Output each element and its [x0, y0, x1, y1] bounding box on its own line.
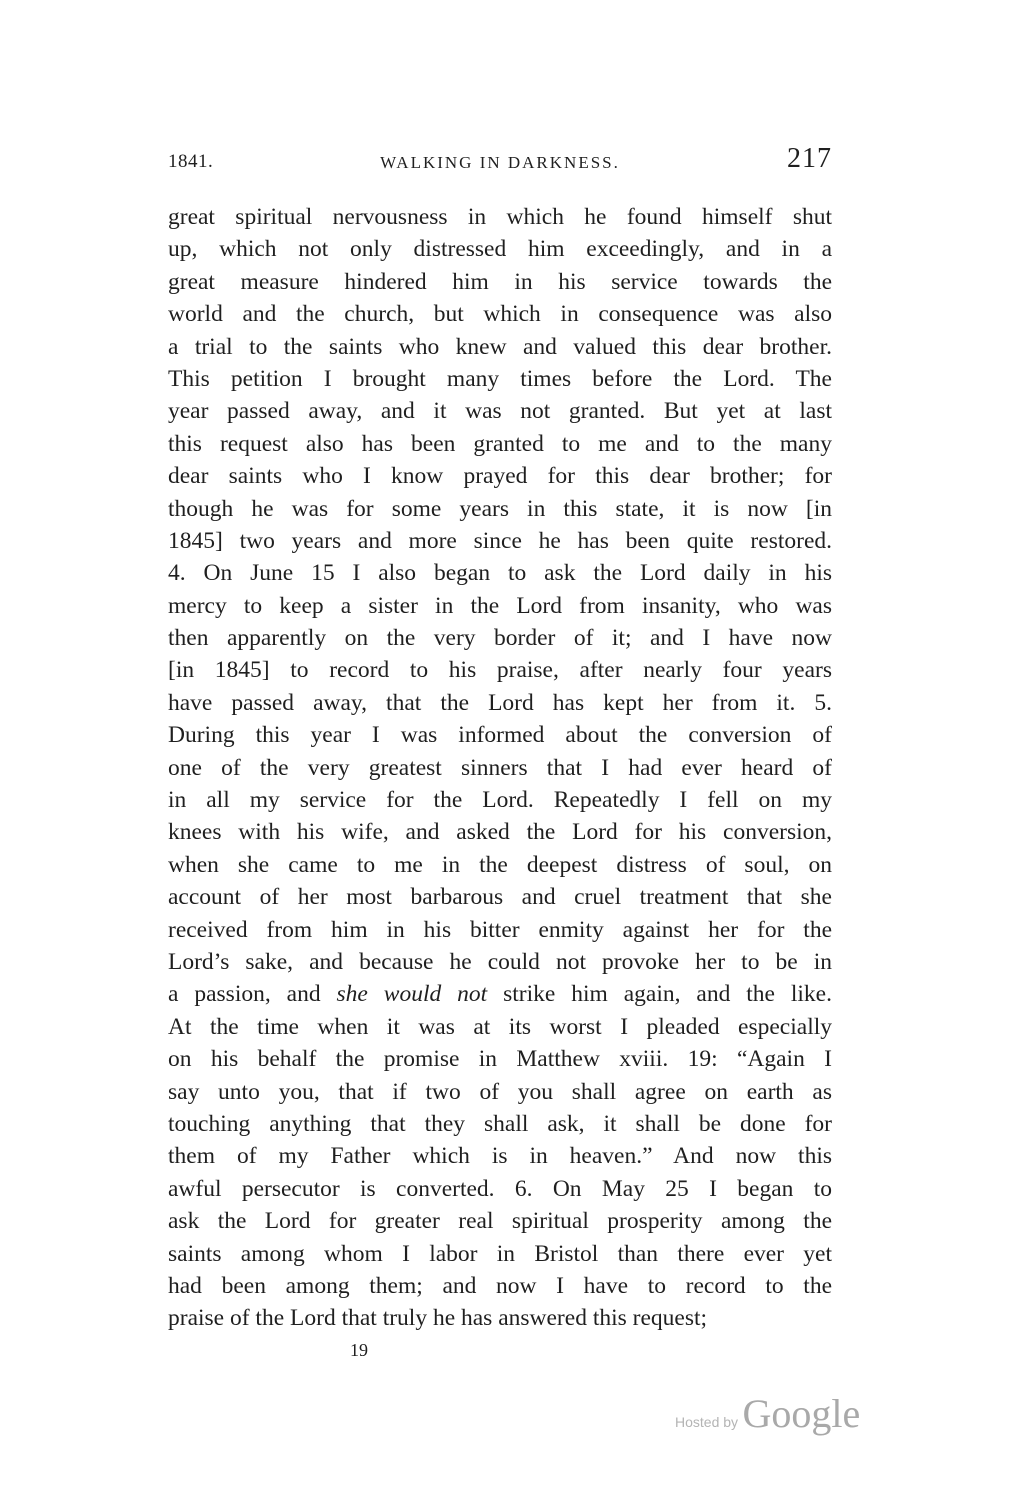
text-line: saints among whom I labor in Bristol than there ever yet — [168, 1240, 832, 1267]
text-line: though he was for some years in this state, it is now [in — [168, 495, 832, 522]
text-line: one of the very greatest sinners that I had ever heard of — [168, 754, 832, 781]
text-line: received from him in his bitter enmity against her for the — [168, 916, 832, 943]
text-line: them of my Father which is in heaven.” And now this — [168, 1143, 832, 1170]
text-line: world and the church, but which in consequence was also — [168, 301, 832, 328]
text-line: when she came to me in the deepest distress of soul, on — [168, 851, 832, 878]
text-line: then apparently on the very border of it; and I have now — [168, 625, 832, 652]
page-number: 217 — [787, 143, 832, 174]
text-line: have passed away, that the Lord has kept her from it. 5. — [168, 689, 832, 716]
text-line: account of her most barbarous and cruel treatment that she — [168, 884, 832, 911]
google-logo: Google — [742, 1391, 861, 1436]
text-line: a passion, and she would not strike him again, and the like. — [168, 981, 832, 1008]
text-line: awful persecutor is converted. 6. On May 25 I began to — [168, 1175, 832, 1202]
header-year: 1841. — [168, 151, 214, 172]
text-line: [in 1845] to record to his praise, after nearly four years — [168, 657, 832, 684]
text-line: Lord’s sake, and because he could not provoke her to be in — [168, 948, 832, 975]
text-line: praise of the Lord that truly he has answered this request; — [168, 1305, 708, 1332]
signature-mark: 19 — [350, 1340, 368, 1360]
text-line: At the time when it was at its worst I pleaded especially — [168, 1013, 832, 1040]
text-line: a trial to the saints who knew and valued this dear brother. — [168, 333, 832, 360]
body-text — [168, 201, 832, 1335]
text-line: 4. On June 15 I also began to ask the Lord daily in his — [168, 560, 832, 587]
text-line: During this year I was informed about the conversion of — [168, 722, 832, 749]
text-line: year passed away, and it was not granted. But yet at last — [168, 398, 832, 425]
text-line: great measure hindered him in his service towards the — [168, 268, 832, 295]
text-line: knees with his wife, and asked the Lord for his conversion, — [168, 819, 832, 846]
text-line: say unto you, that if two of you shall agree on earth as — [168, 1078, 832, 1105]
text-line: ask the Lord for greater real spiritual prosperity among the — [168, 1208, 832, 1235]
header-title: WALKING IN DARKNESS. — [380, 153, 620, 172]
text-line: on his behalf the promise in Matthew xviii. 19: “Again I — [168, 1046, 832, 1073]
hosted-by-google-watermark — [675, 1390, 860, 1437]
text-line: this request also has been granted to me and to the many — [168, 430, 832, 457]
text-line: in all my service for the Lord. Repeatedly I fell on my — [168, 787, 832, 814]
watermark-prefix: Hosted by — [675, 1414, 739, 1430]
text-line: great spiritual nervousness in which he found himself shut — [168, 204, 832, 230]
text-line: This petition I brought many times before the Lord. The — [168, 365, 832, 392]
text-line: touching anything that they shall ask, it shall be done for — [168, 1110, 832, 1137]
text-line: 1845] two years and more since he has been quite restored. — [168, 527, 832, 554]
text-line: mercy to keep a sister in the Lord from insanity, who was — [168, 592, 832, 619]
text-line: dear saints who I know prayed for this dear brother; for — [168, 463, 832, 490]
text-line: had been among them; and now I have to record to the — [168, 1272, 832, 1299]
text-line: up, which not only distressed him exceedingly, and in a — [168, 236, 832, 263]
running-header — [168, 143, 832, 183]
